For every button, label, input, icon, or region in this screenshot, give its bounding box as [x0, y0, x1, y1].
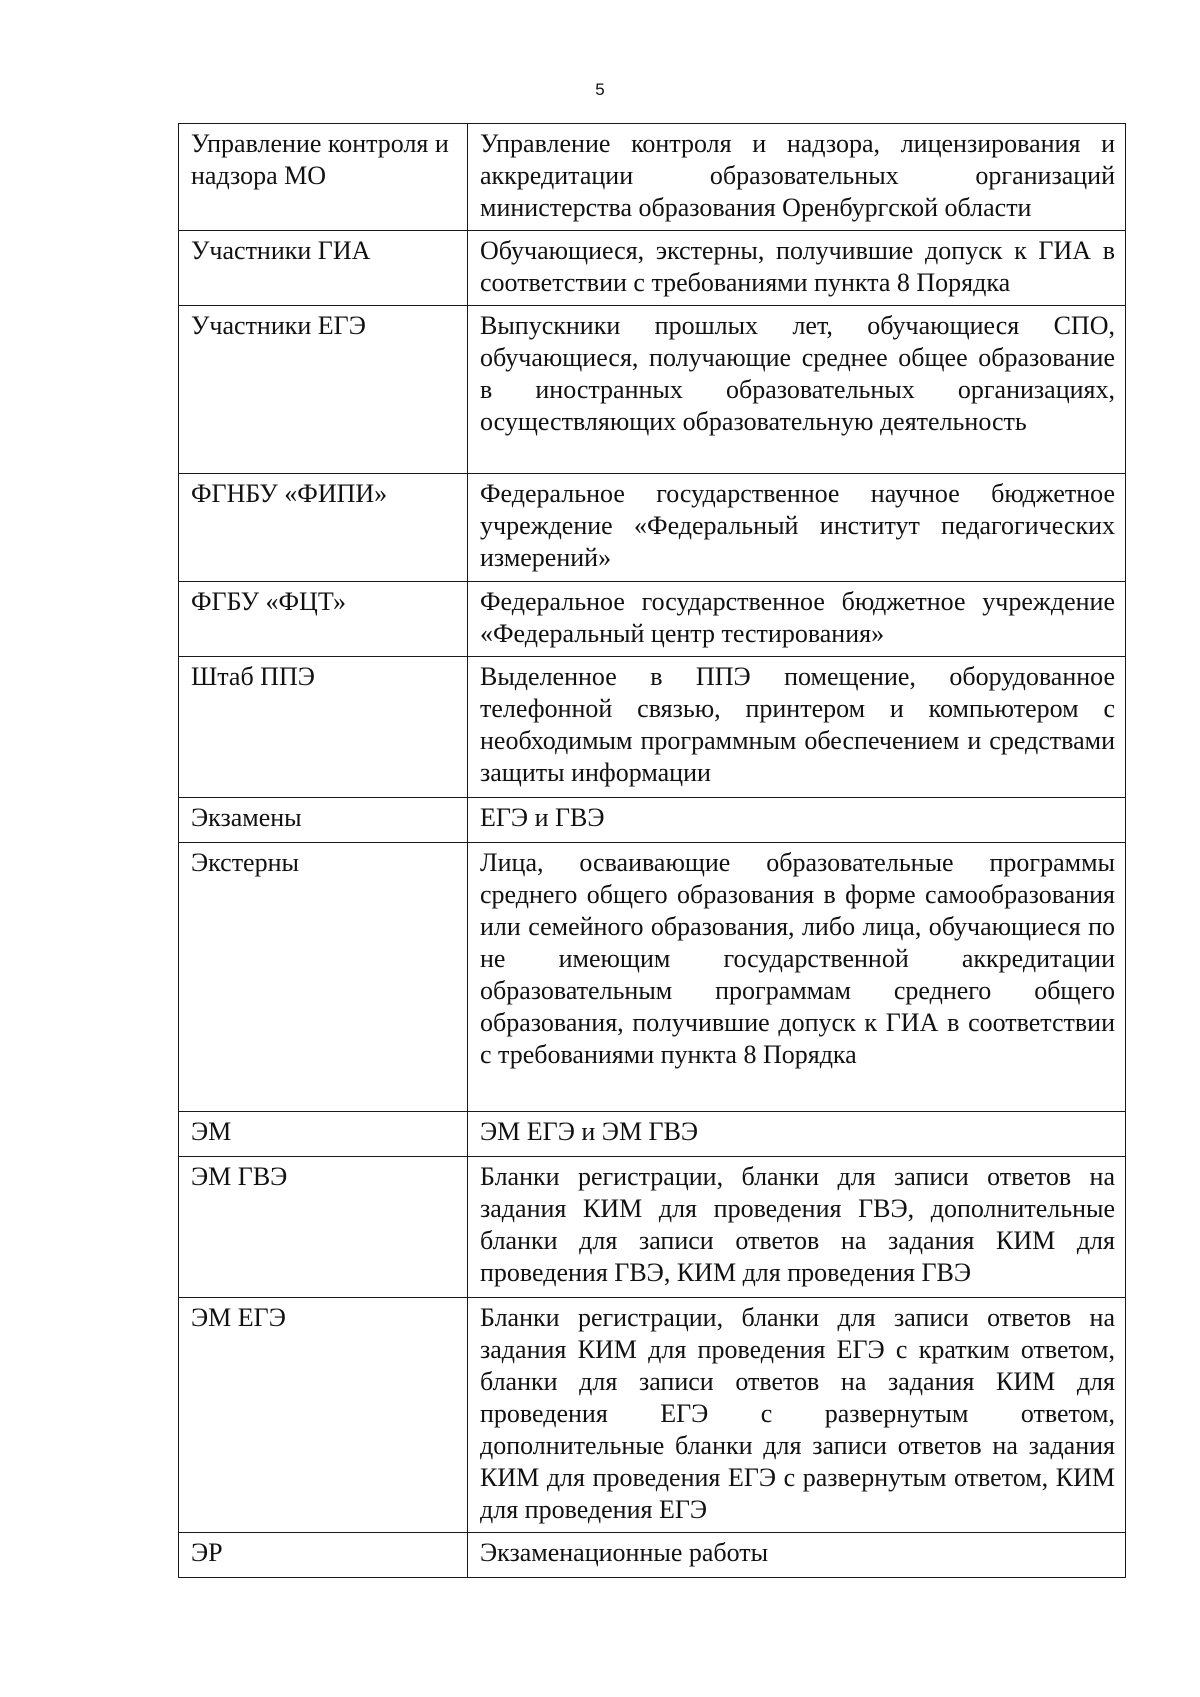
table-row [179, 798, 1126, 843]
table-row [179, 1298, 1126, 1533]
definition-cell: Экзаменационные работы [468, 1533, 1126, 1578]
term-cell: Участники ГИА [179, 231, 468, 306]
definition-cell: Федеральное государственное бюджетное учреждение «Федеральный центр тестирования» [468, 582, 1126, 657]
table-row [179, 843, 1126, 1112]
definition-cell: Выпускники прошлых лет, обучающиеся СПО, обучающиеся, получающие среднее общее образование в иностранных образовательных организациях, осуществляющих образовательную деятельность [468, 306, 1126, 474]
definition-cell: Бланки регистрации, бланки для записи ответов на задания КИМ для проведения ЕГЭ с кратким ответом, бланки для записи ответов на задания КИМ для проведения ЕГЭ с развернутым ответом, дополнительные бланки для записи ответов на задания КИМ для проведения ЕГЭ с развернутым ответом, КИМ для проведения ЕГЭ [468, 1298, 1126, 1533]
table-row [179, 474, 1126, 582]
term-cell: ЭР [179, 1533, 468, 1578]
definition-cell: Выделенное в ППЭ помещение, оборудованное телефонной связью, принтером и компьютером с необходимым программным обеспечением и средствами защиты информации [468, 657, 1126, 798]
term-cell: Экзамены [179, 798, 468, 843]
definition-cell: Федеральное государственное научное бюджетное учреждение «Федеральный институт педагогических измерений» [468, 474, 1126, 582]
table-row [179, 582, 1126, 657]
table-row [179, 231, 1126, 306]
term-cell: ФГНБУ «ФИПИ» [179, 474, 468, 582]
table-row [179, 124, 1126, 231]
page-number: 5 [595, 80, 605, 99]
table-row [179, 1157, 1126, 1298]
definition-cell: Управление контроля и надзора, лицензирования и аккредитации образовательных организаций министерства образования Оренбургской области [468, 124, 1126, 231]
term-cell: Штаб ППЭ [179, 657, 468, 798]
definition-cell: ЭМ ЕГЭ и ЭМ ГВЭ [468, 1112, 1126, 1157]
table-row [179, 1533, 1126, 1578]
term-cell: ЭМ ЕГЭ [179, 1298, 468, 1533]
definition-cell: ЕГЭ и ГВЭ [468, 798, 1126, 843]
term-cell: Экстерны [179, 843, 468, 1112]
term-cell: ЭМ [179, 1112, 468, 1157]
term-cell: ФГБУ «ФЦТ» [179, 582, 468, 657]
definitions-table [178, 123, 1126, 1578]
definition-cell: Обучающиеся, экстерны, получившие допуск к ГИА в соответствии с требованиями пункта 8 Порядка [468, 231, 1126, 306]
table-row [179, 306, 1126, 474]
table-row [179, 1112, 1126, 1157]
term-cell: Управление контроля и надзора МО [179, 124, 468, 231]
term-cell: ЭМ ГВЭ [179, 1157, 468, 1298]
definition-cell: Лица, осваивающие образовательные программы среднего общего образования в форме самообразования или семейного образования, либо лица, обучающиеся по не имеющим государственной аккредитации образовательным программам среднего общего образования, получившие допуск к ГИА в соответствии с требованиями пункта 8 Порядка [468, 843, 1126, 1112]
table-row [179, 657, 1126, 798]
definition-cell: Бланки регистрации, бланки для записи ответов на задания КИМ для проведения ГВЭ, дополнительные бланки для записи ответов на задания КИМ для проведения ГВЭ, КИМ для проведения ГВЭ [468, 1157, 1126, 1298]
term-cell: Участники ЕГЭ [179, 306, 468, 474]
